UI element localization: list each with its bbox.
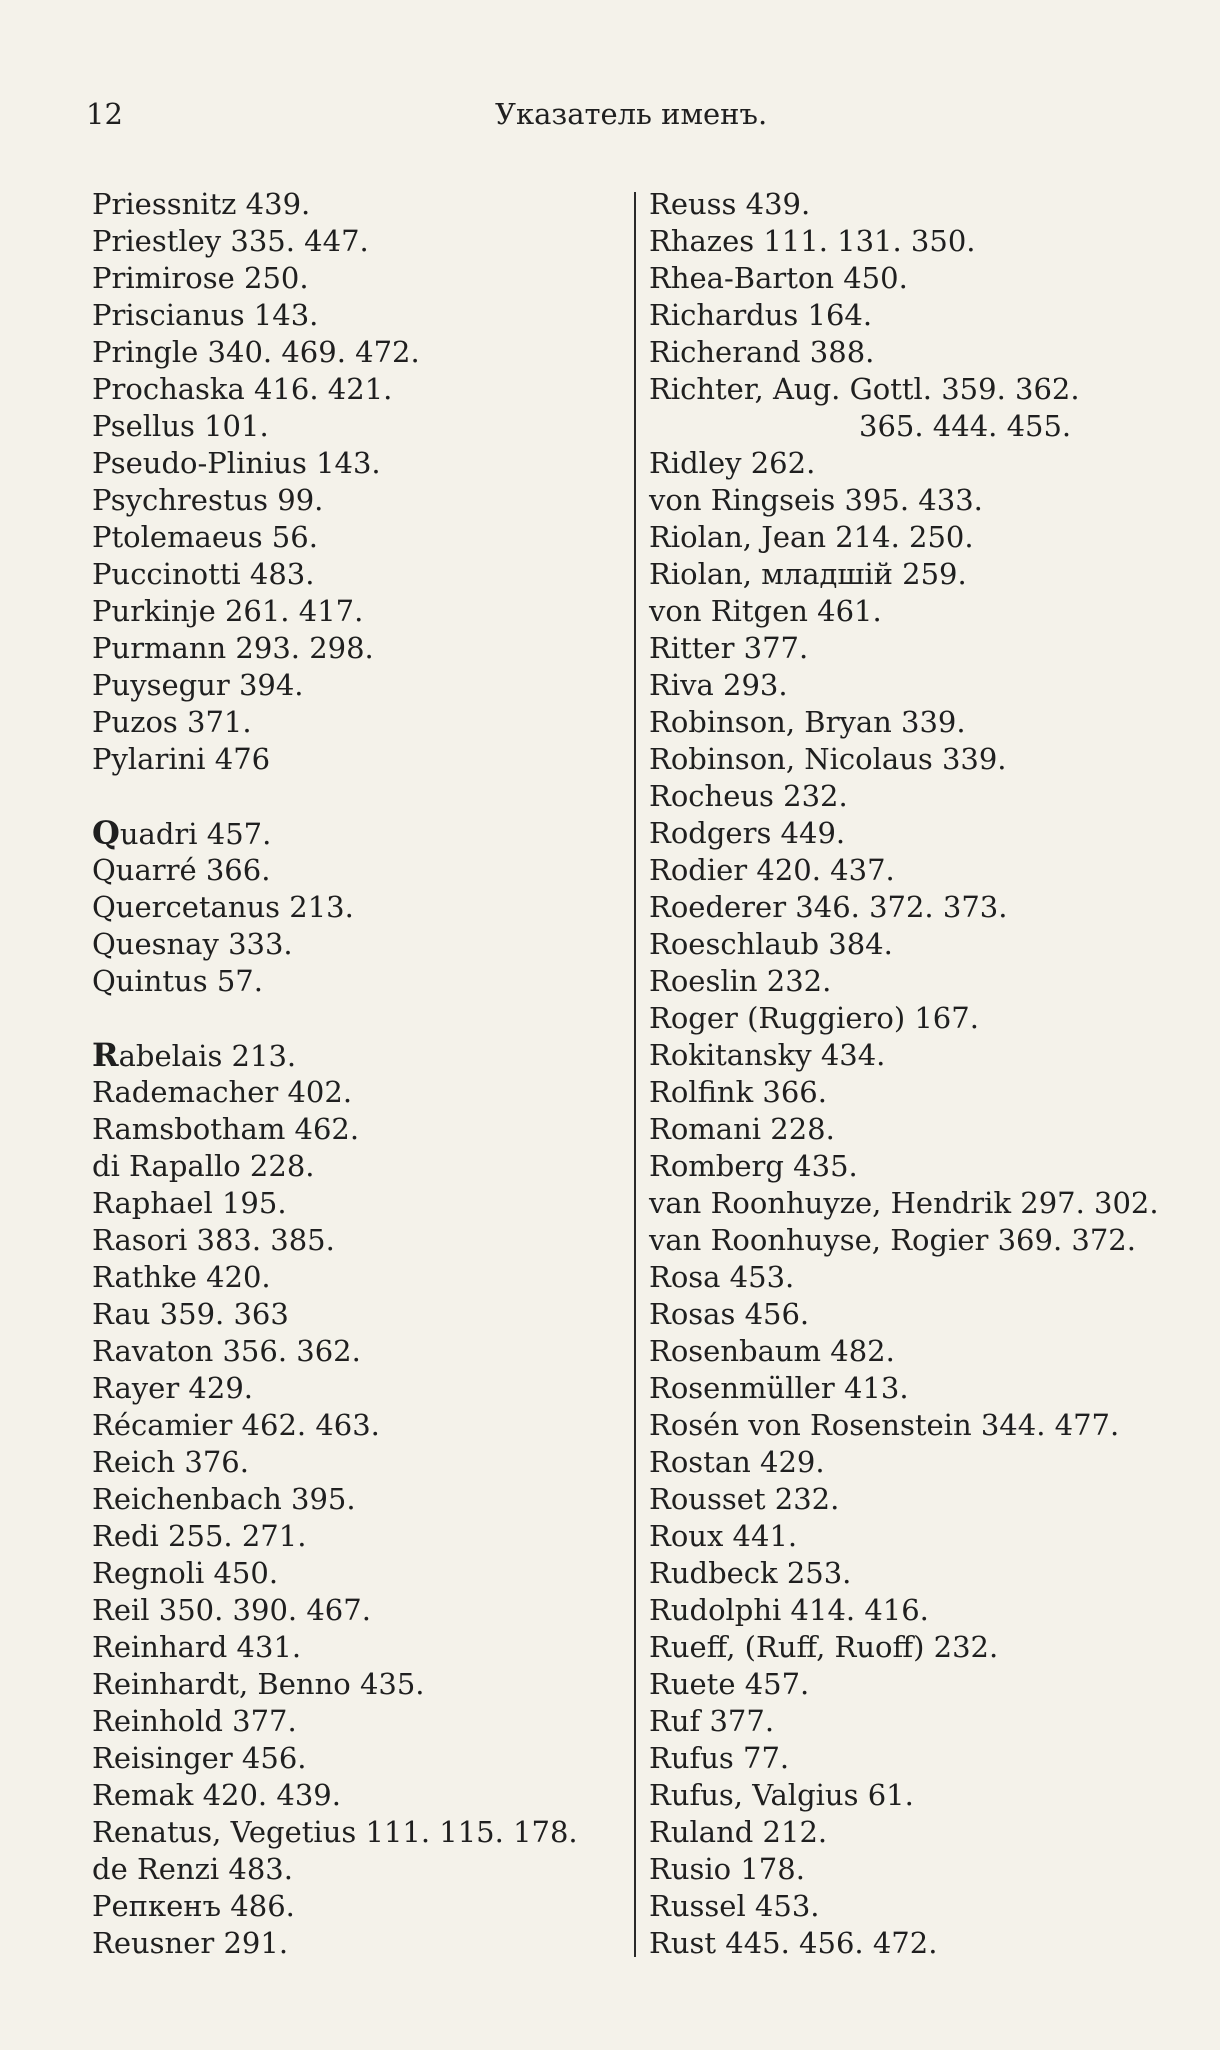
index-entry [649, 1222, 1189, 1259]
index-entry [92, 1370, 622, 1407]
index-entry [649, 1555, 1189, 1592]
index-entry [649, 1518, 1189, 1555]
index-entry-text: Priscianus 143. [92, 298, 319, 332]
index-entry [92, 704, 622, 741]
index-entry [92, 186, 622, 223]
index-entry-text: Rosa 453. [649, 1260, 795, 1294]
index-entry-text: Rufus, Valgius 61. [649, 1778, 914, 1812]
index-entry-text: Rayer 429. [92, 1371, 253, 1405]
index-entry [92, 926, 622, 963]
index-entry [92, 1333, 622, 1370]
index-entry [649, 741, 1189, 778]
section-gap [92, 1000, 622, 1037]
index-entry-text: Riolan, Jean 214. 250. [649, 520, 974, 554]
index-entry [649, 1814, 1189, 1851]
index-entry-text: Rust 445. 456. 472. [649, 1926, 938, 1960]
section-initial-letter: Q [92, 814, 120, 852]
index-entry-text: Robinson, Bryan 339. [649, 705, 966, 739]
index-entry [92, 1222, 622, 1259]
index-entry [92, 1555, 622, 1592]
index-entry [92, 1814, 622, 1851]
index-entry-text: Rodier 420. 437. [649, 853, 895, 887]
index-entry-text: Quarré 366. [92, 853, 271, 887]
page-number: 12 [86, 97, 123, 131]
index-entry [92, 1259, 622, 1296]
index-entry-text: Rosenbaum 482. [649, 1334, 895, 1368]
index-entry-text: Rudolphi 414. 416. [649, 1593, 929, 1627]
index-entry [649, 260, 1189, 297]
index-entry [649, 963, 1189, 1000]
index-entry [92, 1518, 622, 1555]
index-entry-text: Pylarini 476 [92, 742, 271, 776]
index-entry-text: Riva 293. [649, 668, 788, 702]
index-entry [92, 297, 622, 334]
index-entry-text: de Renzi 483. [92, 1852, 293, 1886]
index-entry [92, 1037, 622, 1074]
index-entry-text: Roeschlaub 384. [649, 927, 893, 961]
index-entry [92, 445, 622, 482]
index-entry [649, 1185, 1189, 1222]
index-entry-text: Reuss 439. [649, 187, 811, 221]
index-entry [649, 519, 1189, 556]
index-entry [649, 1000, 1189, 1037]
index-entry-text: Reusner 291. [92, 1926, 289, 1960]
index-entry [92, 1148, 622, 1185]
index-entry [92, 1592, 622, 1629]
index-entry [649, 1074, 1189, 1111]
index-entry-text: Regnoli 450. [92, 1556, 279, 1590]
index-entry-text: Rodgers 449. [649, 816, 846, 850]
index-entry-text: Rostan 429. [649, 1445, 825, 1479]
index-entry-text: von Ringseis 395. 433. [649, 483, 983, 517]
index-entry-text: Priestley 335. 447. [92, 224, 369, 258]
index-entry [649, 1444, 1189, 1481]
index-entry-text: Roederer 346. 372. 373. [649, 890, 1008, 924]
index-entry-text: Russel 453. [649, 1889, 820, 1923]
index-entry-text: Rademacher 402. [92, 1075, 353, 1109]
index-entry [649, 1481, 1189, 1518]
index-entry-text: Reinhardt, Benno 435. [92, 1667, 425, 1701]
running-title: Указатель именъ. [495, 97, 768, 131]
index-entry [649, 334, 1189, 371]
index-entry [92, 371, 622, 408]
index-entry [649, 1592, 1189, 1629]
index-entry-text: Roux 441. [649, 1519, 798, 1553]
index-entry [649, 1851, 1189, 1888]
index-entry-text: Psychrestus 99. [92, 483, 324, 517]
index-entry [649, 223, 1189, 260]
index-entry [649, 1777, 1189, 1814]
index-entry [649, 1259, 1189, 1296]
index-entry-text: Rolfink 366. [649, 1075, 827, 1109]
index-entry-text: Raphael 195. [92, 1186, 287, 1220]
index-entry [649, 1888, 1189, 1925]
index-entry-text: Reichenbach 395. [92, 1482, 356, 1516]
index-entry [649, 297, 1189, 334]
index-entry-text: Roeslin 232. [649, 964, 832, 998]
index-entry-text: Rau 359. 363 [92, 1297, 289, 1331]
index-entry-text: Rudbeck 253. [649, 1556, 852, 1590]
section-gap [92, 778, 622, 815]
index-entry-text: van Roonhuyse, Rogier 369. 372. [649, 1223, 1136, 1257]
index-entry-text: Prochaska 416. 421. [92, 372, 393, 406]
column-divider [634, 192, 636, 1957]
index-entry [92, 556, 622, 593]
index-entry-text: abelais 213. [118, 1039, 297, 1073]
index-entry [92, 1888, 622, 1925]
index-entry [92, 1481, 622, 1518]
index-entry-text: Richter, Aug. Gottl. 359. 362. [649, 372, 1080, 406]
index-entry [649, 815, 1189, 852]
index-entry [649, 1148, 1189, 1185]
index-entry-text: Ritter 377. [649, 631, 809, 665]
index-entry [649, 1925, 1189, 1962]
index-entry [649, 852, 1189, 889]
index-entry-text: Récamier 462. 463. [92, 1408, 380, 1442]
left-index-column [92, 186, 622, 1962]
index-entry-text: Rusio 178. [649, 1852, 805, 1886]
index-entry [92, 815, 622, 852]
index-entry-text: Ruland 212. [649, 1815, 828, 1849]
index-entry-text: Pringle 340. 469. 472. [92, 335, 420, 369]
index-entry-text: Robinson, Nicolaus 339. [649, 742, 1007, 776]
index-entry [92, 1629, 622, 1666]
index-entry [92, 1407, 622, 1444]
index-entry [92, 1296, 622, 1333]
index-entry-continuation [649, 408, 1189, 445]
index-entry-text: 365. 444. 455. [859, 409, 1072, 443]
index-entry-text: Puzos 371. [92, 705, 252, 739]
index-entry [92, 519, 622, 556]
index-entry [649, 1740, 1189, 1777]
index-entry [649, 1407, 1189, 1444]
index-entry [649, 1111, 1189, 1148]
index-entry [92, 482, 622, 519]
index-entry [92, 408, 622, 445]
index-entry-text: Reil 350. 390. 467. [92, 1593, 371, 1627]
index-entry-text: Quercetanus 213. [92, 890, 354, 924]
index-entry [649, 1666, 1189, 1703]
index-entry-text: Romberg 435. [649, 1149, 858, 1183]
index-entry-text: Puccinotti 483. [92, 557, 315, 591]
index-entry [92, 1074, 622, 1111]
index-entry [649, 556, 1189, 593]
index-entry-text: Rosenmüller 413. [649, 1371, 909, 1405]
index-entry-text: Rosén von Rosenstein 344. 477. [649, 1408, 1120, 1442]
index-entry [92, 1777, 622, 1814]
index-entry-text: Psellus 101. [92, 409, 269, 443]
index-entry-text: Rueff, (Ruff, Ruoff) 232. [649, 1630, 999, 1664]
index-entry-text: Rhazes 111. 131. 350. [649, 224, 976, 258]
index-entry-text: Quintus 57. [92, 964, 263, 998]
index-entry [92, 334, 622, 371]
index-entry-text: Rousset 232. [649, 1482, 840, 1516]
index-entry [92, 1740, 622, 1777]
index-entry-text: Reinhard 431. [92, 1630, 302, 1664]
index-entry-text: Ravaton 356. 362. [92, 1334, 361, 1368]
index-entry [649, 1370, 1189, 1407]
index-entry [649, 630, 1189, 667]
index-entry-text: Reich 376. [92, 1445, 249, 1479]
index-entry-text: Richerand 388. [649, 335, 875, 369]
index-entry-text: Rokitansky 434. [649, 1038, 886, 1072]
index-entry [649, 1629, 1189, 1666]
index-entry-text: Ruete 457. [649, 1667, 810, 1701]
index-entry-text: Remak 420. 439. [92, 1778, 341, 1812]
index-entry-text: Rufus 77. [649, 1741, 790, 1775]
index-entry-text: Rocheus 232. [649, 779, 848, 813]
index-entry [649, 1296, 1189, 1333]
index-entry-text: von Ritgen 461. [649, 594, 882, 628]
index-entry-text: Purmann 293. 298. [92, 631, 374, 665]
index-entry [92, 1666, 622, 1703]
index-entry-text: Purkinje 261. 417. [92, 594, 364, 628]
index-entry [649, 371, 1189, 408]
index-entry [92, 667, 622, 704]
index-entry [92, 223, 622, 260]
index-entry-text: Rhea-Barton 450. [649, 261, 908, 295]
index-entry [92, 1185, 622, 1222]
index-entry [92, 852, 622, 889]
index-entry-text: Romani 228. [649, 1112, 835, 1146]
index-entry-text: Rathke 420. [92, 1260, 271, 1294]
index-entry-text: uadri 457. [119, 817, 272, 851]
right-index-column [649, 186, 1189, 1962]
index-entry-text: Pseudo-Plinius 143. [92, 446, 381, 480]
index-entry [92, 963, 622, 1000]
index-entry-text: Репкенъ 486. [92, 1889, 295, 1923]
index-entry [649, 667, 1189, 704]
index-entry [649, 926, 1189, 963]
index-entry [649, 1703, 1189, 1740]
index-entry [649, 482, 1189, 519]
index-entry-text: Ramsbotham 462. [92, 1112, 360, 1146]
index-entry-text: Ridley 262. [649, 446, 816, 480]
index-entry-text: Redi 255. 271. [92, 1519, 307, 1553]
index-entry [92, 260, 622, 297]
index-entry [92, 741, 622, 778]
index-entry-text: Reisinger 456. [92, 1741, 307, 1775]
index-entry [92, 1444, 622, 1481]
index-entry-text: Reinhold 377. [92, 1704, 297, 1738]
index-entry [92, 1703, 622, 1740]
index-entry-text: Puysegur 394. [92, 668, 304, 702]
index-entry-text: Priessnitz 439. [92, 187, 311, 221]
index-entry [92, 630, 622, 667]
index-entry-text: Roger (Ruggiero) 167. [649, 1001, 979, 1035]
index-entry [649, 889, 1189, 926]
index-entry [92, 1925, 622, 1962]
index-entry-text: di Rapallo 228. [92, 1149, 315, 1183]
index-entry-text: Renatus, Vegetius 111. 115. 178. [92, 1815, 578, 1849]
index-entry-text: Quesnay 333. [92, 927, 293, 961]
section-initial-letter: R [92, 1036, 119, 1074]
index-entry [92, 593, 622, 630]
index-entry-text: Primirose 250. [92, 261, 309, 295]
index-entry [649, 593, 1189, 630]
index-entry-text: Rosas 456. [649, 1297, 810, 1331]
index-entry [649, 778, 1189, 815]
index-entry-text: Riolan, младшій 259. [649, 557, 967, 591]
index-entry [92, 889, 622, 926]
index-entry-text: van Roonhuyze, Hendrik 297. 302. [649, 1186, 1159, 1220]
index-entry [92, 1851, 622, 1888]
index-entry [649, 1037, 1189, 1074]
index-entry-text: Rasori 383. 385. [92, 1223, 335, 1257]
index-entry-text: Ptolemaeus 56. [92, 520, 318, 554]
index-entry [649, 186, 1189, 223]
index-entry [649, 704, 1189, 741]
index-entry-text: Ruf 377. [649, 1704, 775, 1738]
index-entry [649, 445, 1189, 482]
index-entry [649, 1333, 1189, 1370]
index-entry [92, 1111, 622, 1148]
index-entry-text: Richardus 164. [649, 298, 873, 332]
